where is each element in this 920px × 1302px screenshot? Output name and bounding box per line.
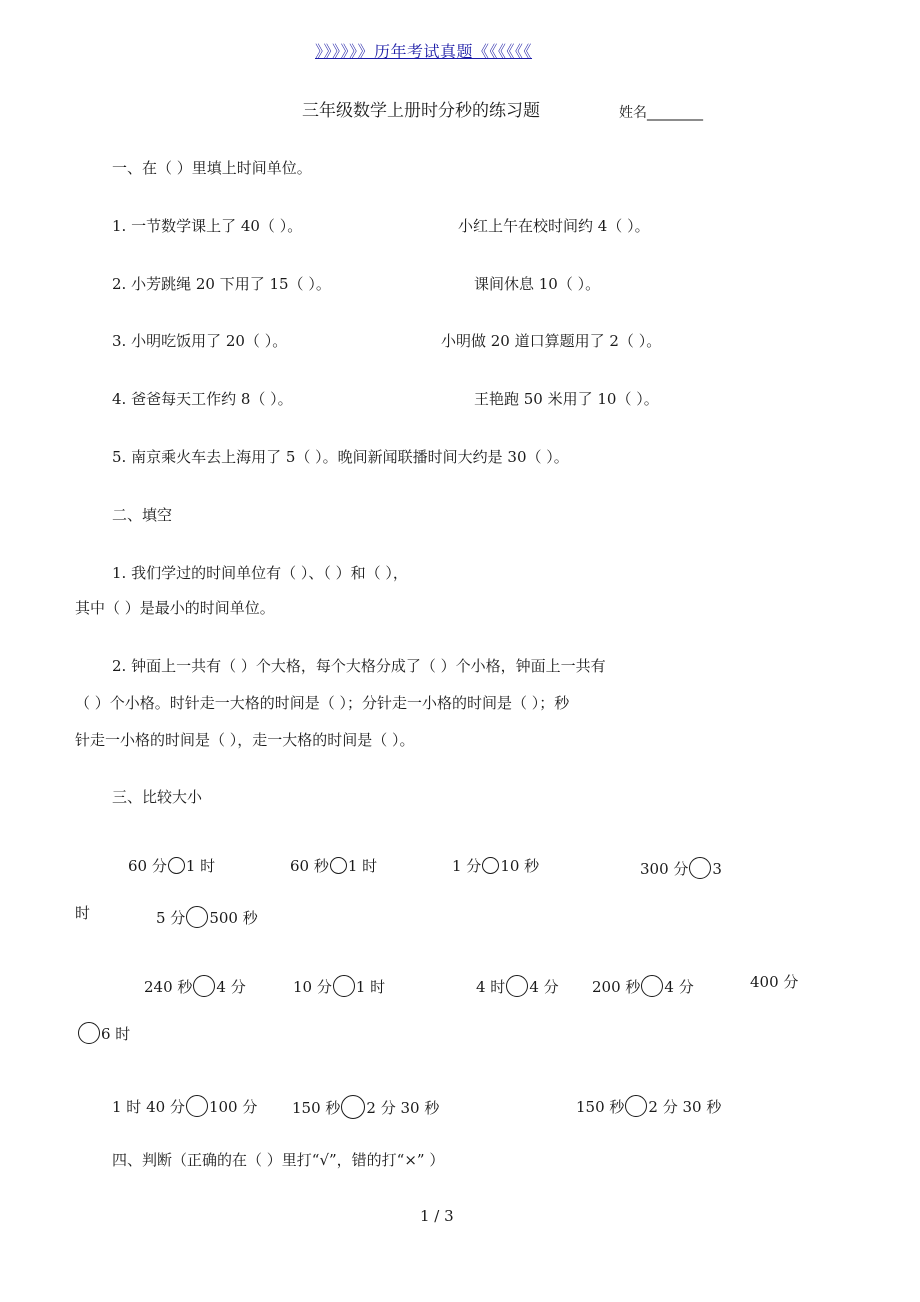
- name-field-label: 姓名________: [619, 105, 703, 121]
- page-number: 1 / 3: [420, 1207, 454, 1225]
- s2-question-1-line2: 其中（ ）是最小的时间单位。: [75, 599, 275, 617]
- compare-circle[interactable]: [689, 857, 711, 879]
- compare-circle[interactable]: [482, 857, 499, 874]
- compare-item: [144, 975, 246, 997]
- compare-item: [128, 857, 215, 874]
- compare-right: 1 时: [185, 857, 216, 875]
- compare-left: 300 分: [640, 860, 689, 878]
- s1-question-4b: 王艳跑 50 米用了 10（ ）。: [474, 390, 659, 408]
- compare-right: 4 分: [216, 978, 246, 996]
- compare-right: 4 分: [529, 978, 559, 996]
- compare-item: [112, 1095, 257, 1117]
- compare-left: 240 秒: [144, 978, 193, 996]
- compare-left: 1 分: [452, 857, 482, 875]
- compare-left: 4 时: [476, 978, 506, 996]
- compare-left: 1 时 40 分: [112, 1098, 185, 1116]
- compare-circle[interactable]: [186, 906, 208, 928]
- section-4-heading: 四、判断（正确的在（ ）里打“√”，错的打“×” ）: [112, 1151, 445, 1169]
- compare-right: 500 秒: [209, 909, 258, 927]
- compare-item: [576, 1095, 721, 1117]
- compare-left: 200 秒: [592, 978, 641, 996]
- compare-item: [292, 1095, 439, 1119]
- compare-item: [290, 857, 377, 874]
- compare-circle[interactable]: [641, 975, 663, 997]
- compare-circle[interactable]: [78, 1022, 100, 1044]
- section-3-heading: 三、比较大小: [112, 788, 203, 806]
- compare-right: 1 时: [347, 857, 378, 875]
- compare-continuation: 时: [75, 904, 91, 922]
- section-2-heading: 二、填空: [112, 506, 173, 524]
- compare-circle[interactable]: [193, 975, 215, 997]
- s1-question-4a: 4. 爸爸每天工作约 8（ ）。: [112, 390, 293, 408]
- compare-left: 5 分: [156, 909, 186, 927]
- compare-right: 4 分: [664, 978, 694, 996]
- compare-right: 1 时: [355, 978, 386, 996]
- compare-right: 100 分: [208, 1098, 258, 1116]
- compare-left: 400 分: [750, 973, 799, 991]
- compare-right: 3: [712, 860, 722, 878]
- compare-item: [156, 906, 258, 928]
- compare-item: [452, 857, 539, 874]
- s1-question-5: 5. 南京乘火车去上海用了 5（ ）。晚间新闻联播时间大约是 30（ ）。: [112, 448, 569, 466]
- s1-question-1a: 1. 一节数学课上了 40（ ）。: [112, 217, 303, 235]
- s2-question-2-line1: 2. 钟面上一共有（ ）个大格，每个大格分成了（ ）个小格，钟面上一共有: [112, 657, 606, 675]
- page-title: 三年级数学上册时分秒的练习题: [302, 101, 540, 121]
- compare-circle[interactable]: [333, 975, 355, 997]
- compare-right: 6 时: [101, 1025, 131, 1043]
- compare-item: [293, 975, 385, 997]
- compare-circle[interactable]: [186, 1095, 208, 1117]
- s2-question-2-line2: （ ）个小格。时针走一大格的时间是（ ）；分针走一小格的时间是（ ）；秒: [75, 694, 570, 712]
- s1-question-2b: 课间休息 10（ ）。: [474, 275, 601, 293]
- compare-circle[interactable]: [625, 1095, 647, 1117]
- compare-item: [592, 975, 694, 997]
- compare-circle[interactable]: [506, 975, 528, 997]
- compare-item: [77, 1022, 130, 1044]
- compare-right: 10 秒: [500, 857, 540, 875]
- compare-left: 150 秒: [292, 1099, 341, 1117]
- s1-question-1b: 小红上午在校时间约 4（ ）。: [458, 217, 650, 235]
- compare-right: 2 分 30 秒: [366, 1099, 440, 1117]
- section-1-heading: 一、在（ ）里填上时间单位。: [112, 159, 312, 177]
- compare-circle[interactable]: [330, 857, 347, 874]
- compare-circle[interactable]: [341, 1095, 365, 1119]
- s1-question-3a: 3. 小明吃饭用了 20（ ）。: [112, 332, 288, 350]
- s2-question-2-line3: 针走一小格的时间是（ ），走一大格的时间是（ ）。: [75, 731, 415, 749]
- compare-item: [640, 857, 722, 879]
- s1-question-2a: 2. 小芳跳绳 20 下用了 15（ ）。: [112, 275, 331, 293]
- compare-left: 150 秒: [576, 1098, 625, 1116]
- compare-circle[interactable]: [168, 857, 185, 874]
- s2-question-1-line1: 1. 我们学过的时间单位有（ ）、（ ）和（ ），: [112, 564, 408, 582]
- s1-question-3b: 小明做 20 道口算题用了 2（ ）。: [441, 332, 662, 350]
- compare-left: 60 秒: [290, 857, 329, 875]
- compare-left: 60 分: [128, 857, 167, 875]
- compare-right: 2 分 30 秒: [648, 1098, 722, 1116]
- header-link[interactable]: 》》》》》》历年考试真题《《《《《《: [315, 42, 533, 61]
- compare-left: 10 分: [293, 978, 332, 996]
- compare-item: [476, 975, 559, 997]
